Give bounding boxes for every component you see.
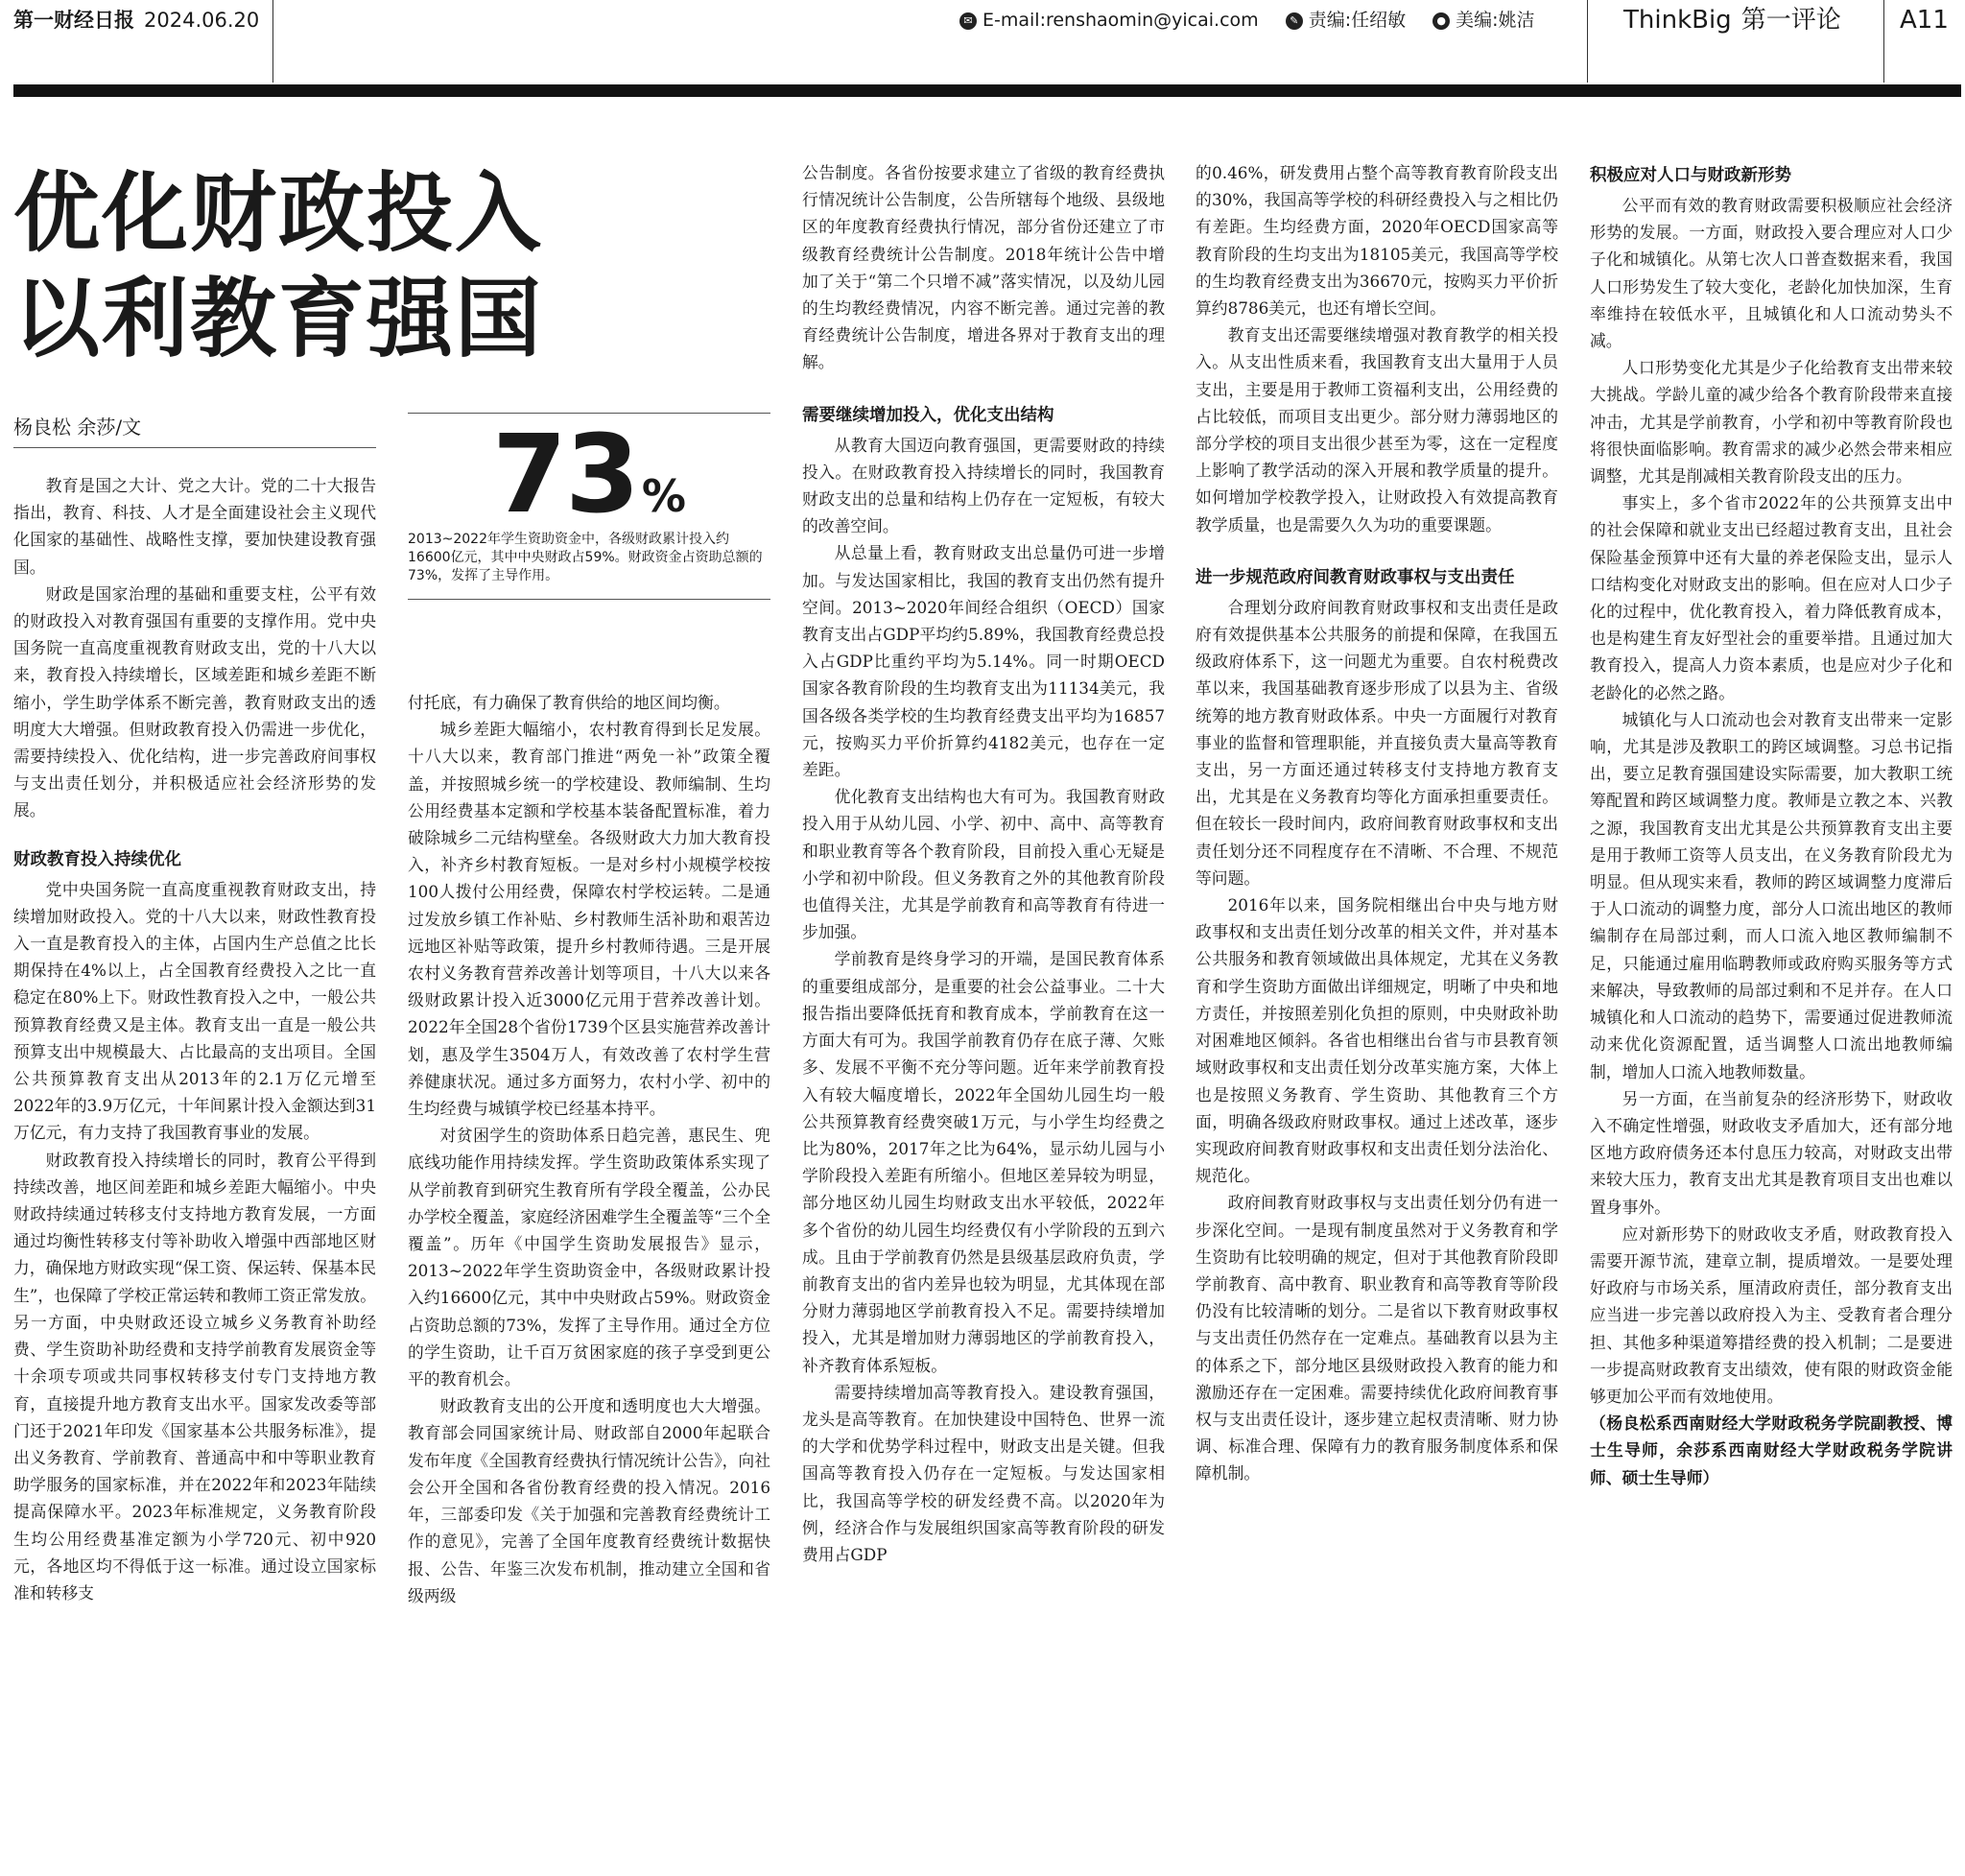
brand-name: ThinkBig	[1623, 6, 1732, 35]
stat-unit: %	[641, 470, 686, 522]
paragraph: 城乡差距大幅缩小，农村教育得到长足发展。十八大以来，教育部门推进“两免一补”政策全覆盖，并按照城乡统一的学校建设、教师编制、生均公用经费基本定额和学校基本装备配置标准，着力破除城乡二元结构壁垒。各级财政大力加大教育投入，补齐乡村教育短板。一是对乡村小规模学校按100人拨付公用经费，保障农村学校运转。二是通过发放乡镇工作补贴、乡村教师生活补助和艰苦边远地区补贴等政策，提升乡村教师待遇。三是开展农村义务教育营养改善计划等项目，十八大以来各级财政累计投入近3000亿元用于营养改善计划。2022年全国28个省份1739个区县实施营养改善计划，惠及学生3504万人，有效改善了农村学生营养健康状况。通过多方面努力，农村小学、初中的生均经费与城镇学校已经基本持平。	[408, 720, 770, 1119]
section-name: 第一评论	[1740, 6, 1841, 35]
paragraph: 对贫困学生的资助体系日趋完善，惠民生、兜底线功能作用持续发挥。学生资助政策体系实现了从学前教育到研究生教育所有学段全覆盖，公办民办学校全覆盖，家庭经济困难学生全覆盖等“三个全覆盖”。历年《中国学生资助发展报告》显示，2013~2022年学生资助资金中，各级财政累计投入约16600亿元，其中中央财政占59%。财政资金占资助总额的73%，发挥了主导作用。通过全方位的学生资助，让千百万贫困家庭的孩子享受到更公平的教育机会。	[408, 1126, 770, 1389]
column-1	[13, 472, 376, 1859]
paragraph: 公告制度。各省份按要求建立了省级的教育经费执行情况统计公告制度，公告所辖每个地级、县级地区的年度教育经费执行情况，部分省份还建立了市级教育经费统计公告制度。2018年统计公告中增加了关于“第二个只增不减”落实情况，以及幼儿园的生均教经费情况，内容不断完善。通过完善的教育经费统计公告制度，增进各界对于教育支出的理解。	[802, 163, 1165, 372]
paragraph: 教育支出还需要继续增强对教育教学的相关投入。从支出性质来看，我国教育支出大量用于人员支出，主要是用于教师工资福利支出，公用经费的占比较低，而项目支出更少。部分财力薄弱地区的部分学校的项目支出很少甚至为零，这在一定程度上影响了教学活动的深入开展和教学质量的提升。如何增加学校教学投入，让财政投入有效提高教育教学质量，也是需要久久为功的重要课题。	[1196, 325, 1558, 534]
paragraph: 的0.46%，研发费用占整个高等教育教育阶段支出的30%，我国高等学校的科研经费投入与之相比仍有差距。生均经费方面，2020年OECD国家高等教育阶段的生均支出为18105美元，我国高等学校的生均教育经费支出为36670元，按购买力平价折算约8786美元，也还有增长空间。	[1196, 163, 1558, 319]
paragraph: 需要持续增加高等教育投入。建设教育强国，龙头是高等教育。在加快建设中国特色、世界一流的大学和优势学科过程中，财政支出是关键。但我国高等教育投入仍存在一定短板。与发达国家相比，我国高等学校的研发经费不高。以2020年为例，经济合作与发展组织国家高等教育阶段的研发费用占GDP	[802, 1382, 1165, 1564]
article-headline	[13, 161, 543, 372]
masthead-contacts	[959, 6, 1535, 35]
stat-figure	[408, 413, 770, 537]
paragraph: 党中央国务院一直高度重视教育财政支出，持续增加财政投入。党的十八大以来，财政性教育投入一直是教育投入的主体，占国内生产总值之比长期保持在4%以上，占全国教育经费投入之比一直稳定在80%上下。财政性教育投入之中，一般公共预算教育经费又是主体。教育支出一直是一般公共预算支出中规模最大、占比最高的支出项目。全国公共预算教育支出从2013年的2.1万亿元增至2022年的3.9万亿元，十年间累计投入金额达到31万亿元，有力支持了我国教育事业的发展。	[13, 879, 376, 1143]
page-number: A11	[1900, 6, 1949, 35]
subheading: 需要继续增加投入，优化支出结构	[802, 405, 1054, 425]
masthead-divider	[1587, 0, 1588, 83]
paragraph: 优化教育支出结构也大有可为。我国教育财政投入用于从幼儿园、小学、初中、高中、高等教育和职业教育等各个教育阶段，目前投入重心无疑是小学和初中阶段。但义务教育之外的其他教育阶段也值得关注，尤其是学前教育和高等教育有待进一步加强。	[802, 787, 1165, 942]
paragraph: 教育是国之大计、党之大计。党的二十大报告指出，教育、科技、人才是全面建设社会主义现代化国家的基础性、战略性支撑，要加快建设教育强国。	[13, 476, 376, 577]
paper-name: 第一财经日报	[13, 8, 134, 32]
paragraph: 2016年以来，国务院相继出台中央与地方财政事权和支出责任划分改革的相关文件，并对基本公共服务和教育领域做出具体规定，尤其在义务教育和学生资助方面做出详细规定，明晰了中央和地方责任，并按照差别化负担的原则，中央财政补助对困难地区倾斜。各省也相继出台省与市县教育领域财政事权和支出责任划分改革实施方案，大体上也是按照义务教育、学生资助、其他教育三个方面，明确各级政府财政事权。通过上述改革，逐步实现政府间教育财政事权和支出责任划分法治化、规范化。	[1196, 895, 1558, 1186]
designer-credit: 美编:姚洁	[1456, 10, 1535, 31]
masthead	[0, 0, 1965, 91]
paragraph: 财政教育支出的公开度和透明度也大大增强。教育部会同国家统计局、财政部自2000年起联合发布年度《全国教育经费执行情况统计公告》，向社会公开全国和各省份教育经费的投入情况。2016年，三部委印发《关于加强和完善教育经费统计工作的意见》，完善了全国年度教育经费统计数据快报、公告、年鉴三次发布机制，推动建立全国和省级两级	[408, 1396, 770, 1605]
paragraph: 从总量上看，教育财政支出总量仍可进一步增加。与发达国家相比，我国的教育支出仍然有提升空间。2013~2020年间经合组织（OECD）国家教育支出占GDP平均约5.89%，我国教育经费总投入占GDP比重约平均为5.14%。同一时期OECD国家各教育阶段的生均教育支出为11134美元，我国各级各类学校的生均教育经费支出平均为16857元，按购买力平价折算约4182美元，也存在一定差距。	[802, 543, 1165, 780]
byline: 杨良松 余莎/文	[13, 413, 376, 448]
paragraph: 公平而有效的教育财政需要积极顺应社会经济形势的发展。一方面，财政投入要合理应对人口少子化和城镇化。从第七次人口普查数据来看，我国人口形势发生了较大变化，老龄化加快加深，生育率维持在较低水平，且城镇化和人口流动势头不减。	[1590, 196, 1953, 351]
paragraph: 学前教育是终身学习的开端，是国民教育体系的重要组成部分，是重要的社会公益事业。二十大报告指出要降低抚育和教育成本，学前教育在这一方面大有可为。我国学前教育仍存在底子薄、欠账多、发展不平衡不充分等问题。近年来学前教育投入有较大幅度增长，2022年全国幼儿园生均一般公共预算教育经费突破1万元，与小学生均经费之比为80%，2017年之比为64%，显示幼儿园与小学阶段投入差距有所缩小。但地区差异较为明显，部分地区幼儿园生均财政支出水平较低，2022年多个省份的幼儿园生均经费仅有小学阶段的五到六成。且由于学前教育仍然是县级基层政府负责，学前教育支出的省内差异也较为明显，尤其体现在部分财力薄弱地区学前教育投入不足。需要持续增加投入，尤其是增加财力薄弱地区的学前教育投入，补齐教育体系短板。	[802, 949, 1165, 1375]
column-2	[408, 689, 770, 1860]
stat-caption: 2013~2022年学生资助资金中，各级财政累计投入约16600亿元，其中中央财政占59%。财政资金占资助总额的73%，发挥了主导作用。	[408, 531, 770, 600]
masthead-rule	[13, 84, 1961, 97]
paragraph: 另一方面，在当前复杂的经济形势下，财政收入不确定性增强，财政收支矛盾加大，还有部分地区地方政府债务还本付息压力较高，对财政支出带来较大压力，教育支出尤其是教育项目支出也难以置身事外。	[1590, 1088, 1953, 1217]
email-icon: ✉	[959, 12, 977, 30]
subheading: 财政教育投入持续优化	[13, 849, 181, 869]
editor-credit: 责编:任绍敏	[1308, 10, 1407, 31]
headline-line-2: 以利教育强国	[13, 269, 543, 369]
subheading: 积极应对人口与财政新形势	[1590, 166, 1791, 185]
masthead-divider	[272, 0, 273, 83]
paragraph: 应对新形势下的财政收支矛盾，财政教育投入需要开源节流，建章立制，提质增效。一是要处理好政府与市场关系，厘清政府责任，部分教育支出应当进一步完善以政府投入为主、受教育者合理分担、其他多种渠道筹措经费的投入机制；二是要进一步提高财政教育支出绩效，使有限的财政资金能够更加公平而有效地使用。	[1590, 1223, 1953, 1406]
paragraph: 财政教育投入持续增长的同时，教育公平得到持续改善，地区间差距和城乡差距大幅缩小。中央财政持续通过转移支付支持地方教育发展，一方面通过均衡性转移支付等补助收入增强中西部地区财力，确保地方财政实现“保工资、保运转、保基本民生”，也保障了学校正常运转和教师工资正常发放。另一方面，中央财政还设立城乡义务教育补助经费、学生资助补助经费和支持学前教育发展资金等十余项专项或共同事权转移支付专门支持地方教育，直接提升地方教育支出水平。国家发改委等部门还于2021年印发《国家基本公共服务标准》，提出义务教育、学前教育、普通高中和中等职业教育助学服务的国家标准，并在2022年和2023年陆续提高保障水平。2023年标准规定，义务教育阶段生均公用经费基准定额为小学720元、初中920元，各地区均不得低于这一标准。通过设立国家标准和转移支	[13, 1150, 376, 1603]
masthead-divider	[1883, 0, 1884, 83]
masthead-left	[13, 6, 259, 35]
column-4	[1196, 159, 1558, 1860]
paragraph: 人口形势变化尤其是少子化给教育支出带来较大挑战。学龄儿童的减少给各个教育阶段带来直接冲击，尤其是学前教育，小学和初中等教育阶段也将很快面临影响。教育需求的减少必然会带来相应调整，尤其是削减相关教育阶段支出的压力。	[1590, 358, 1953, 487]
pull-stat	[408, 413, 770, 600]
paragraph: 城镇化与人口流动也会对教育支出带来一定影响，尤其是涉及教职工的跨区域调整。习总书记指出，要立足教育强国建设实际需要，加大教职工统筹配置和跨区域调整力度。教师是立教之本、兴教之源，我国教育支出尤其是公共预算教育支出主要是用于教师工资等人员支出，在义务教育阶段尤为明显。但从现实来看，教师的跨区域调整力度滞后于人口流动的调整力度，部分人口流出地区的教师编制存在局部过剩，而人口流入地区教师编制不足，只能通过雇用临聘教师或政府购买服务等方式来解决，导致教师的局部过剩和不足并存。在人口城镇化和人口流动的趋势下，需要通过促进教师流动来优化资源配置，适当调整人口流出地教师编制，增加人口流入地教师数量。	[1590, 709, 1953, 1081]
paragraph: 从教育大国迈向教育强国，更需要财政的持续投入。在财政教育投入持续增长的同时，我国教育财政支出的总量和结构上仍存在一定短板，有较大的改善空间。	[802, 435, 1165, 536]
palette-icon: ●	[1432, 12, 1450, 30]
subheading: 进一步规范政府间教育财政事权与支出责任	[1196, 567, 1515, 587]
paragraph: 事实上，多个省市2022年的公共预算支出中的社会保障和就业支出已经超过教育支出，且社会保险基金预算中还有大量的养老保险支出，显示人口结构变化对财政支出的影响。但在应对人口少子化的过程中，优化教育投入，着力降低教育成本，也是构建生育友好型社会的重要举措。且通过加大教育投入，提高人力资本素质，也是应对少子化和老龄化的必然之路。	[1590, 493, 1953, 702]
column-5	[1590, 159, 1953, 1860]
issue-date: 2024.06.20	[144, 9, 260, 32]
paragraph: 合理划分政府间教育财政事权和支出责任是政府有效提供基本公共服务的前提和保障，在我国五级政府体系下，这一问题尤为重要。自农村税费改革以来，我国基础教育逐步形成了以县为主、省级统筹的地方教育财政体系。中央一方面履行对教育事业的监督和管理职能，并直接负责大量高等教育支出，另一方面还通过转移支付支持地方教育支出，尤其是在义务教育均等化方面承担重要责任。但在较长一段时间内，政府间教育财政事权和支出责任划分还不同程度存在不清晰、不合理、不规范等问题。	[1196, 597, 1558, 888]
author-note: （杨良松系西南财经大学财政税务学院副教授、博士生导师，余莎系西南财经大学财政税务学院讲师、硕士生导师）	[1590, 1413, 1953, 1487]
pen-icon: ✎	[1286, 12, 1303, 30]
section-brand	[1623, 4, 1841, 36]
headline-line-1: 优化财政投入	[13, 163, 543, 264]
paragraph: 财政是国家治理的基础和重要支柱，公平有效的财政投入对教育强国有重要的支撑作用。党中央国务院一直高度重视教育财政支出，党的十八大以来，教育投入持续增长，区域差距和城乡差距不断缩小，学生助学体系不断完善，教育财政支出的透明度大大增强。但财政教育投入仍需进一步优化，需要持续投入、优化结构，进一步完善政府间事权与支出责任划分，并积极适应社会经济形势的发展。	[13, 583, 376, 820]
paragraph: 政府间教育财政事权与支出责任划分仍有进一步深化空间。一是现有制度虽然对于义务教育和学生资助有比较明确的规定，但对于其他教育阶段即学前教育、高中教育、职业教育和高等教育等阶段仍没有比较清晰的划分。二是省以下教育财政事权与支出责任仍然存在一定难点。基础教育以县为主的体系之下，部分地区县级财政投入教育的能力和激励还存在一定困难。需要持续优化政府间教育事权与支出责任设计，逐步建立起权责清晰、财力协调、标准合理、保障有力的教育服务制度体系和保障机制。	[1196, 1193, 1558, 1484]
stat-value: 73	[492, 413, 638, 537]
paragraph: 付托底，有力确保了教育供给的地区间均衡。	[408, 693, 730, 712]
email-address[interactable]: E-mail:renshaomin@yicai.com	[982, 10, 1259, 31]
column-3	[802, 159, 1165, 1860]
